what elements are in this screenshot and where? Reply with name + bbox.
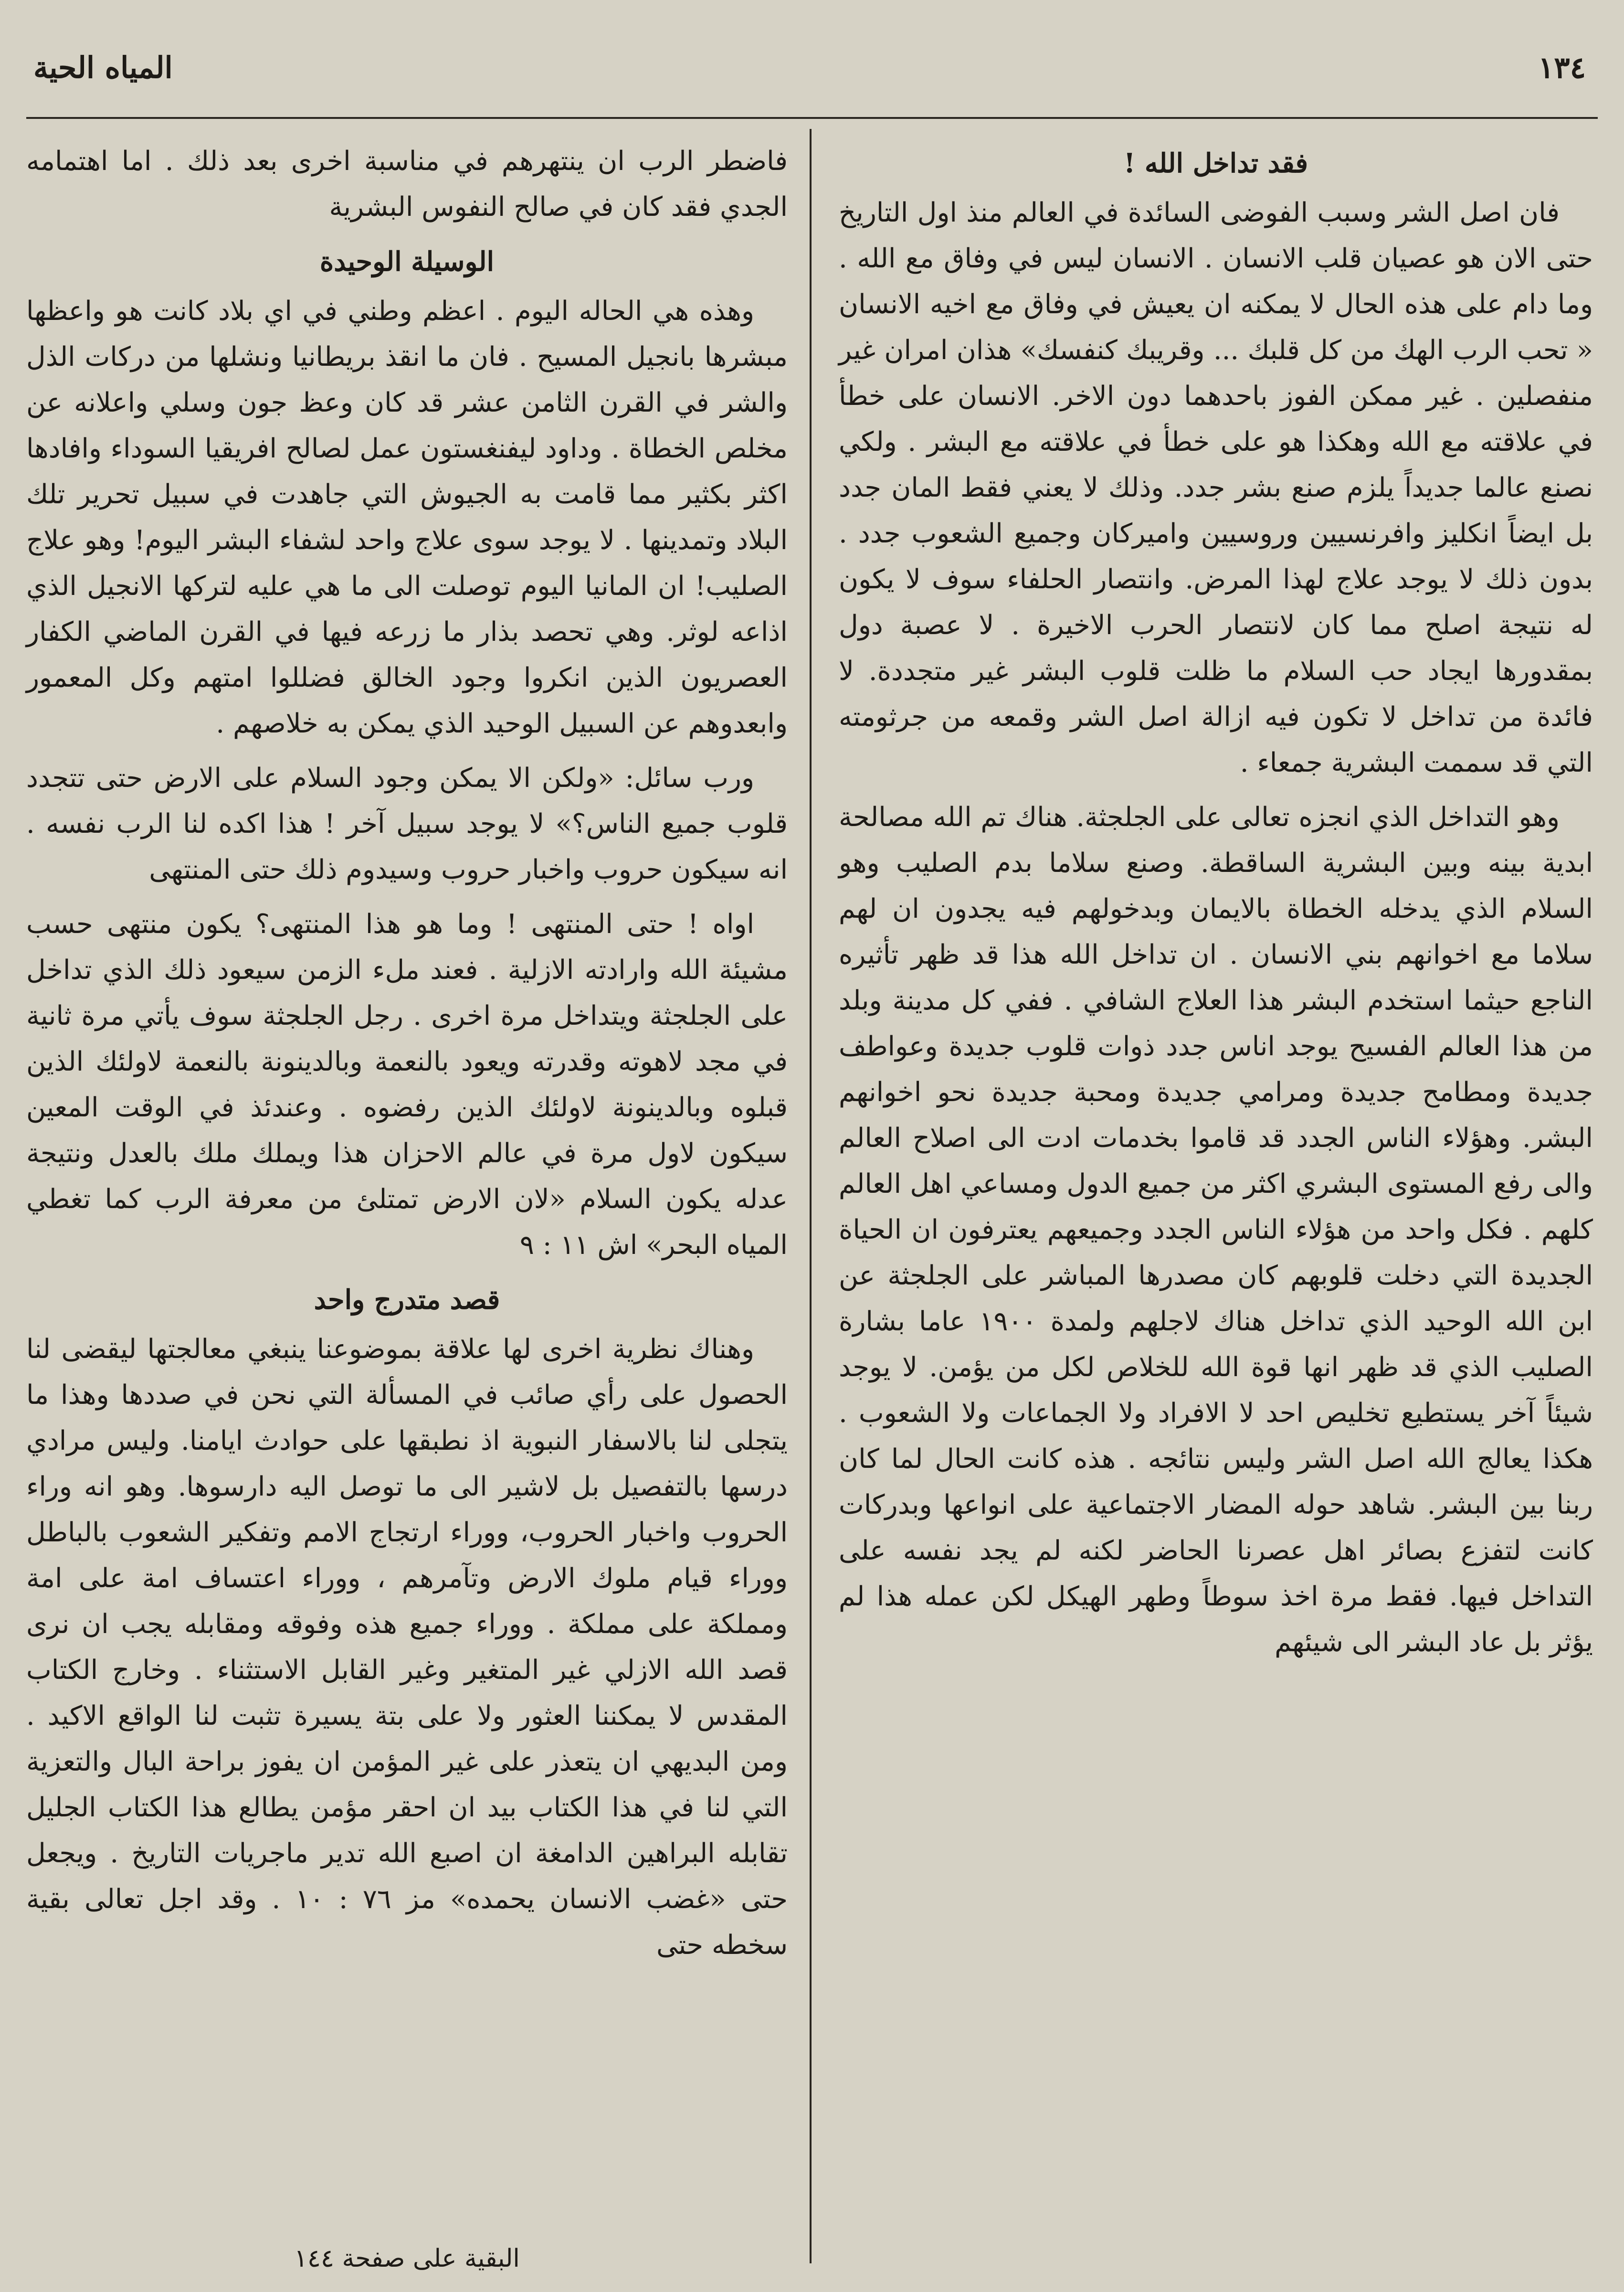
column-divider [810,129,812,2263]
paragraph: ورب سائل: «ولكن الا يمكن وجود السلام على الارض حتى تتجدد قلوب جميع الناس؟» لا يوجد سبيل آخر ! هذا اكده لنا الرب نفسه . انه سيكون حروب واخبار حروب وسيدوم ذلك حتى المنتهى [26,763,788,885]
left-column [26,138,788,1977]
paragraph: وهناك نظرية اخرى لها علاقة بموضوعنا ينبغي معالجتها ليقضى لنا الحصول على رأي صائب في المسألة التي نحن في صددها وهذا ما يتجلى لنا بالاسفار النبوية اذ نطبقها على حوادث ايامنا. وليس مرادي درسها بالتفصيل بل لاشير الى ما توصل اليه دارسوها. وهو انه وراء الحروب واخبار الحروب، ووراء ارتجاج الامم وتفكير الشعوب بالباطل ووراء قيام ملوك الارض وتآمرهم ، ووراء اعتساف امة على امة ومملكة على مملكة . ووراء جميع هذه وفوقه ومقابله يجب ان نرى قصد الله الازلي غير المتغير وغير القابل الاستثناء . وخارج الكتاب المقدس لا يمكننا العثور ولا على بتة يسيرة تثبت لنا الواقع الاكيد . ومن البديهي ان يتعذر على غير المؤمن ان يفوز براحة البال والتعزية التي لنا في هذا الكتاب بيد ان احقر مؤمن يطالع هذا الكتاب الجليل تقابله البراهين الدامغة ان اصبع الله تدير ماجريات التاريخ . ويجعل حتى «غضب الانسان يحمده» مز ٧٦ : ١٠ . وقد اجل تعالى بقية سخطه حتى [26,1334,788,1961]
section-heading: قصد متدرج واحد [314,1284,500,1316]
continuation-note: البقية على صفحة ١٤٤ [294,2244,520,2273]
paragraph: وهذه هي الحاله اليوم . اعظم وطني في اي بلاد كانت هو واعظها مبشرها بانجيل المسيح . فان ما انقذ بريطانيا ونشلها من دركات الذل والشر في القرن الثامن عشر قد كان وعظ جون وسلي واعلانه عن مخلص الخطاة . وداود ليفنغستون عمل لصالح افريقيا السوداء وافادها اكثر بكثير مما قامت به الجيوش التي جاهدت في سبيل تحرير تلك البلاد وتمدينها . لا يوجد سوى علاج واحد لشفاء البشر اليوم! وهو علاج الصليب! ان المانيا اليوم توصلت الى ما هي عليه لتركها الانجيل الذي اذاعه لوثر. وهي تحصد بذار ما زرعه فيها في القرن الماضي الكفار العصريون الذين انكروا وجود الخالق فضللوا امتهم وكل المعمور وابعدوهم عن السبيل الوحيد الذي يمكن به خلاصهم . [26,296,788,739]
header-rule [26,117,1598,119]
section-heading: فقد تداخل الله ! [1123,148,1308,179]
section-heading: الوسيلة الوحيدة [319,246,495,277]
paragraph: فاضطر الرب ان ينتهرهم في مناسبة اخرى بعد ذلك . اما اهتمامه الجدي فقد كان في صالح النفوس البشرية [26,146,788,223]
paragraph: اواه ! حتى المنتهى ! وما هو هذا المنتهى؟ يكون منتهى حسب مشيئة الله وارادته الازلية . فعند ملء الزمن سيعود ذلك الذي تداخل على الجلجثة ويتداخل مرة اخرى . رجل الجلجثة سوف يأتي مرة ثانية في مجد لاهوته وقدرته ويعود بالنعمة وبالدينونة بالنعمة لاولئك الذين قبلوه وبالدينونة لاولئك الذين رفضوه . وعندئذ في الوقت المعين سيكون لاول مرة في عالم الاحزان هذا ويملك ملك بالعدل ونتيجة عدله يكون السلام «لان الارض تمتلئ من معرفة الرب كما تغطي المياه البحر» اش ١١ : ٩ [26,909,788,1261]
journal-title: المياه الحية [33,50,173,85]
right-column [839,138,1593,1674]
page-number: ١٣٤ [1538,50,1586,85]
paragraph: فان اصل الشر وسبب الفوضى السائدة في العالم منذ اول التاريخ حتى الان هو عصيان قلب الانسان . الانسان ليس في وفاق مع الله . وما دام على هذه الحال لا يمكنه ان يعيش في وفاق مع اخيه الانسان « تحب الرب الهك من كل قلبك ... وقريبك كنفسك» هذان امران غير منفصلين . غير ممكن الفوز باحدهما دون الاخر. الانسان على خطأ في علاقته مع الله وهكذا هو على خطأ في علاقته مع البشر . ولكي نصنع عالما جديداً يلزم صنع بشر جدد. وذلك لا يعني فقط المان جدد بل ايضاً انكليز وافرنسيين وروسيين واميركان وجميع الشعوب جدد . بدون ذلك لا يوجد علاج لهذا المرض. وانتصار الحلفاء سوف لا يكون له نتيجة اصلح مما كان لانتصار الحرب الاخيرة . لا عصبة دول بمقدورها ايجاد حب السلام ما ظلت قلوب البشر غير متجددة. لا فائدة من تداخل لا تكون فيه ازالة اصل الشر وقمعه من جرثومته التي قد سممت البشرية جمعاء . [839,197,1593,778]
paragraph: وهو التداخل الذي انجزه تعالى على الجلجثة. هناك تم الله مصالحة ابدية بينه وبين البشرية الساقطة. وصنع سلاما بدم الصليب وهو السلام الذي يدخله الخطاة بالايمان وبدخولهم فيه يجدون ان لهم سلاما مع اخوانهم بني الانسان . ان تداخل الله هذا قد ظهر تأثيره الناجع حيثما استخدم البشر هذا العلاج الشافي . ففي كل مدينة وبلد من هذا العالم الفسيح يوجد اناس جدد ذوات قلوب جديدة وعواطف جديدة ومطامح جديدة ومرامي جديدة ومحبة جديدة نحو اخوانهم البشر. وهؤلاء الناس الجدد قد قاموا بخدمات ادت الى اصلاح العالم والى رفع المستوى البشري اكثر من جميع الدول ومساعي اهل العالم كلهم . فكل واحد من هؤلاء الناس الجدد وجميعهم يعترفون ان الحياة الجديدة التي دخلت قلوبهم كان مصدرها المباشر على الجلجثة عن ابن الله الوحيد الذي تداخل هناك لاجلهم ولمدة ١٩٠٠ عاما بشارة الصليب الذي قد ظهر انها قوة الله للخلاص لكل من يؤمن. لا يوجد شيئاً آخر يستطيع تخليص احد لا الافراد ولا الجماعات ولا الشعوب . هكذا يعالج الله اصل الشر وليس نتائجه . هذه كانت الحال لما كان ربنا بين البشر. شاهد حوله المضار الاجتماعية على انواعها وبدركات كانت لتفزع بصائر اهل عصرنا الحاضر لكنه لم يجد نفسه على التداخل فيها. فقط مرة اخذ سوطاً وطهر الهيكل لكن عمله هذا لم يؤثر بل عاد البشر الى شيئهم [839,802,1593,1658]
